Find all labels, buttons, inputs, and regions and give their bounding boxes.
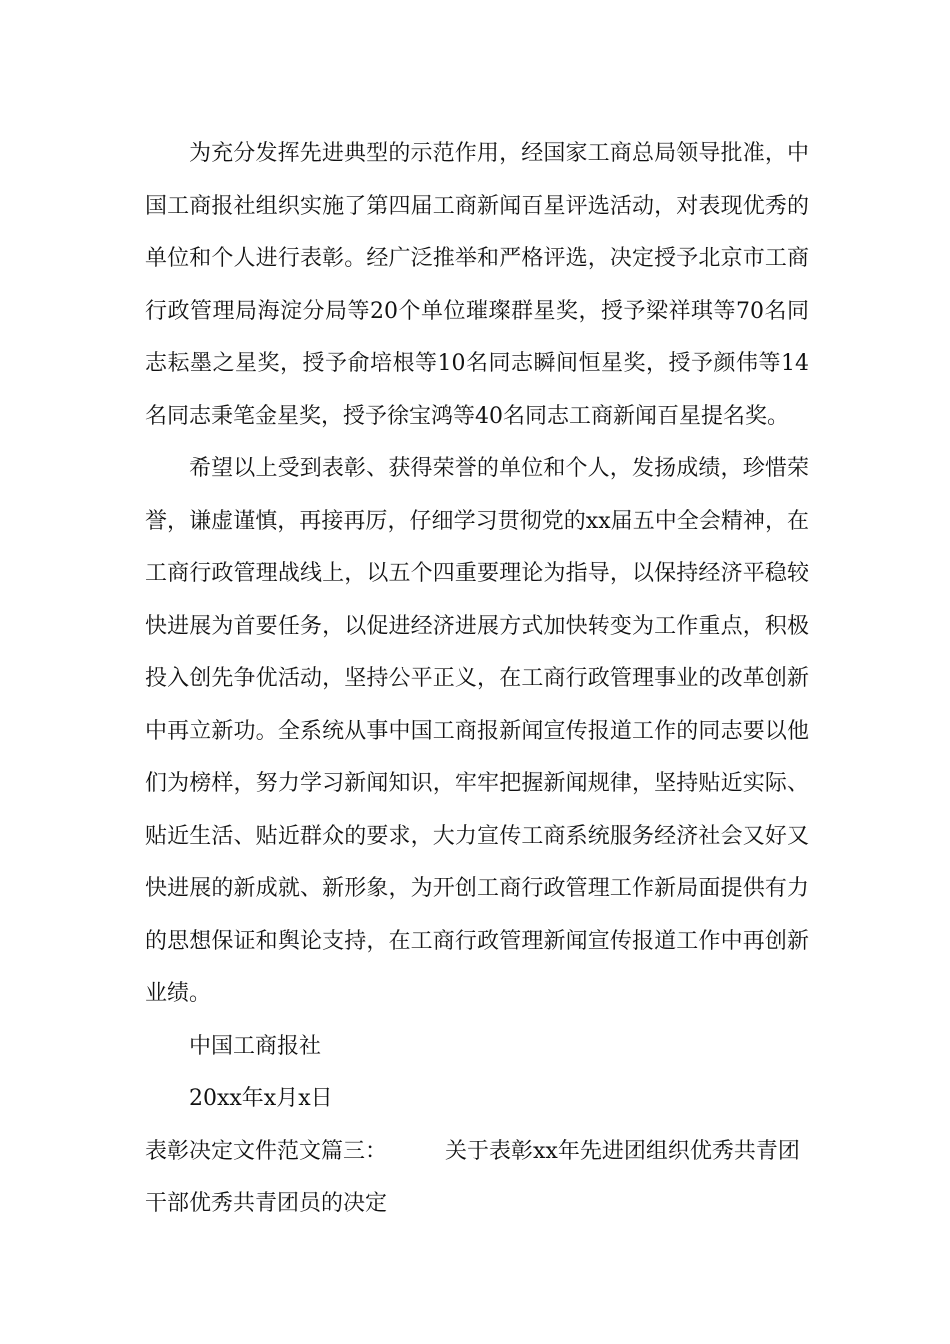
section-label: 表彰决定文件范文篇三：: [145, 1138, 388, 1164]
next-section-heading: [145, 1126, 809, 1179]
paragraph-expectations: 希望以上受到表彰、获得荣誉的单位和个人，发扬成绩，珍惜荣誉，谦虚谨慎，再接再厉，仔细学习贯彻党的xx届五中全会精神，在工商行政管理战线上，以五个四重要理论为指导，以保持经济平稳较快进展为首要任务，以促进经济进展方式加快转变为工作重点，积极投入创先争优活动，坚持公平正义，在工商行政管理事业的改革创新中再立新功。全系统从事中国工商报新闻宣传报道工作的同志要以他们为榜样，努力学习新闻知识，牢牢把握新闻规律，坚持贴近实际、贴近生活、贴近群众的要求，大力宣传工商系统服务经济社会又好又快进展的新成就、新形象，为开创工商行政管理工作新局面提供有力的思想保证和舆论支持，在工商行政管理新闻宣传报道工作中再创新业绩。: [145, 456, 809, 1006]
paragraph-commendation: 为充分发挥先进典型的示范作用，经国家工商总局领导批准，中国工商报社组织实施了第四届工商新闻百星评选活动，对表现优秀的单位和个人进行表彰。经广泛推举和严格评选，决定授予北京市工商行政管理局海淀分局等20个单位璀璨群星奖，授予梁祥琪等70名同志耘墨之星奖，授予俞培根等10名同志瞬间恒星奖，授予颜伟等14名同志秉笔金星奖，授予徐宝鸿等40名同志工商新闻百星提名奖。: [145, 141, 809, 429]
signature-organization: 中国工商报社: [189, 1033, 322, 1059]
section-title-line1: 关于表彰xx年先进团组织优秀共青团: [445, 1138, 800, 1164]
document-body: [145, 128, 809, 1231]
next-section-heading-continued: 干部优秀共青团员的决定: [145, 1191, 388, 1216]
signature-date: 20xx年x月x日: [189, 1086, 333, 1111]
